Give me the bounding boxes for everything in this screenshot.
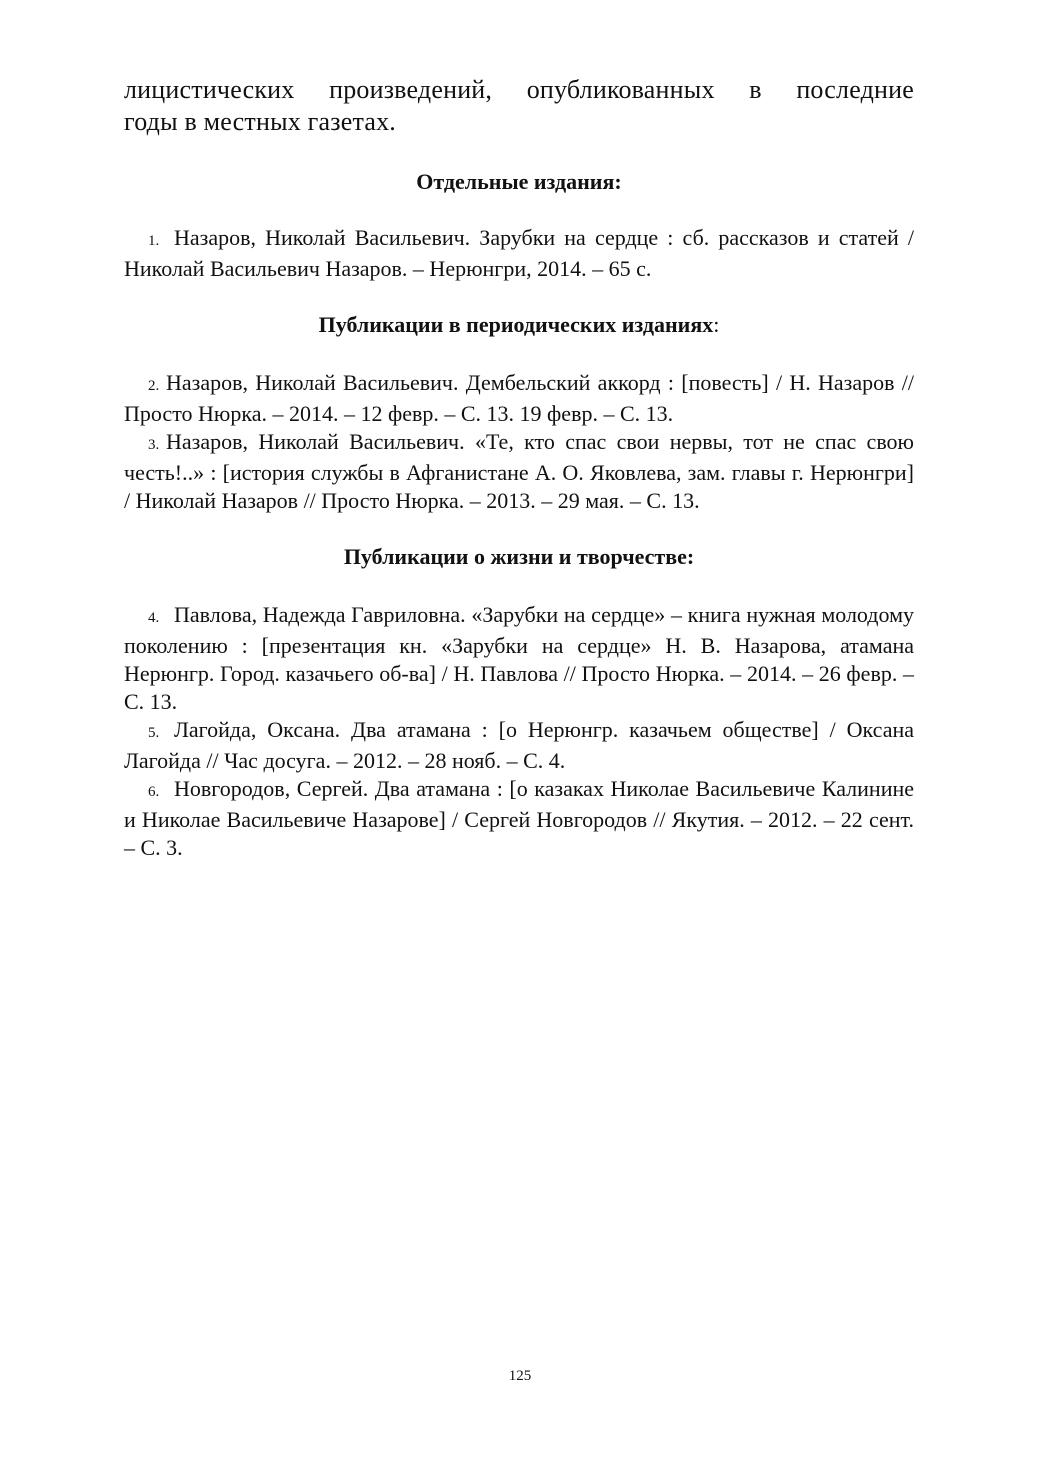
intro-paragraph	[124, 74, 914, 138]
intro-line-1: лицистических произведений, опубликованных в последние	[124, 75, 914, 104]
bibliography-entry-5	[124, 716, 914, 775]
bibliography-entry-3	[124, 428, 914, 515]
entry-text: Новгородов, Сергей. Два атамана : [о казаках Николае Васильевиче Калинине и Николае Васильевиче Назарове] / Сергей Новгородов // Якутия. – 2012. – 22 сент. – С. 3.	[124, 776, 914, 860]
entry-text: Назаров, Николай Васильевич. «Те, кто спас свои нервы, тот не спас свою честь!..» : [история службы в Афганистане А. О. Яковлева, зам. главы г. Нерюнгри] / Николай Назаров // Просто Нюрка. – 2013. – 29 мая. – С. 13.	[124, 429, 914, 513]
entry-number: 4.	[148, 610, 160, 626]
heading-separate-editions: Отдельные издания:	[416, 169, 622, 194]
entry-text: Павлова, Надежда Гавриловна. «Зарубки на сердце» – книга нужная молодому поколению : [презентация кн. «Зарубки на сердце» Н. В. Назарова, атамана Нерюнгр. Город. казачьего об-ва] / Н. Павлова // Просто Нюрка. – 2014. – 26 февр. – С. 13.	[124, 602, 914, 714]
bibliography-entry-1	[124, 224, 914, 283]
page-number: 125	[508, 1368, 532, 1384]
entry-number: 1.	[148, 233, 160, 249]
bibliography-entry-2	[124, 369, 914, 428]
entry-number: 6.	[148, 784, 160, 800]
entry-text: Назаров, Николай Васильевич. Зарубки на сердце : сб. рассказов и статей / Николай Васильевич Назаров. – Нерюнгри, 2014. – 65 с.	[124, 225, 914, 281]
bibliography-entry-4	[124, 601, 914, 716]
entry-text: Лагойда, Оксана. Два атамана : [о Нерюнгр. казачьем обществе] / Оксана Лагойда // Час досуга. – 2012. – 28 нояб. – С. 4.	[124, 717, 914, 773]
heading-periodicals-text: Публикации в периодических изданиях	[318, 312, 714, 337]
bibliography-entry-6	[124, 775, 914, 862]
entry-number: 5.	[148, 725, 160, 741]
entry-text: Назаров, Николай Васильевич. Дембельский аккорд : [повесть] / Н. Назаров // Просто Нюрка. – 2014. – 12 февр. – С. 13. 19 февр. – С. 13.	[124, 370, 914, 426]
heading-life-and-work: Публикации о жизни и творчестве:	[343, 544, 695, 569]
heading-periodicals	[124, 311, 914, 339]
heading-periodicals-colon: :	[713, 312, 720, 337]
entry-number: 2.	[148, 378, 160, 394]
page-content	[124, 74, 914, 862]
intro-line-2: годы в местных газетах.	[124, 107, 397, 136]
entry-number: 3.	[148, 437, 160, 453]
